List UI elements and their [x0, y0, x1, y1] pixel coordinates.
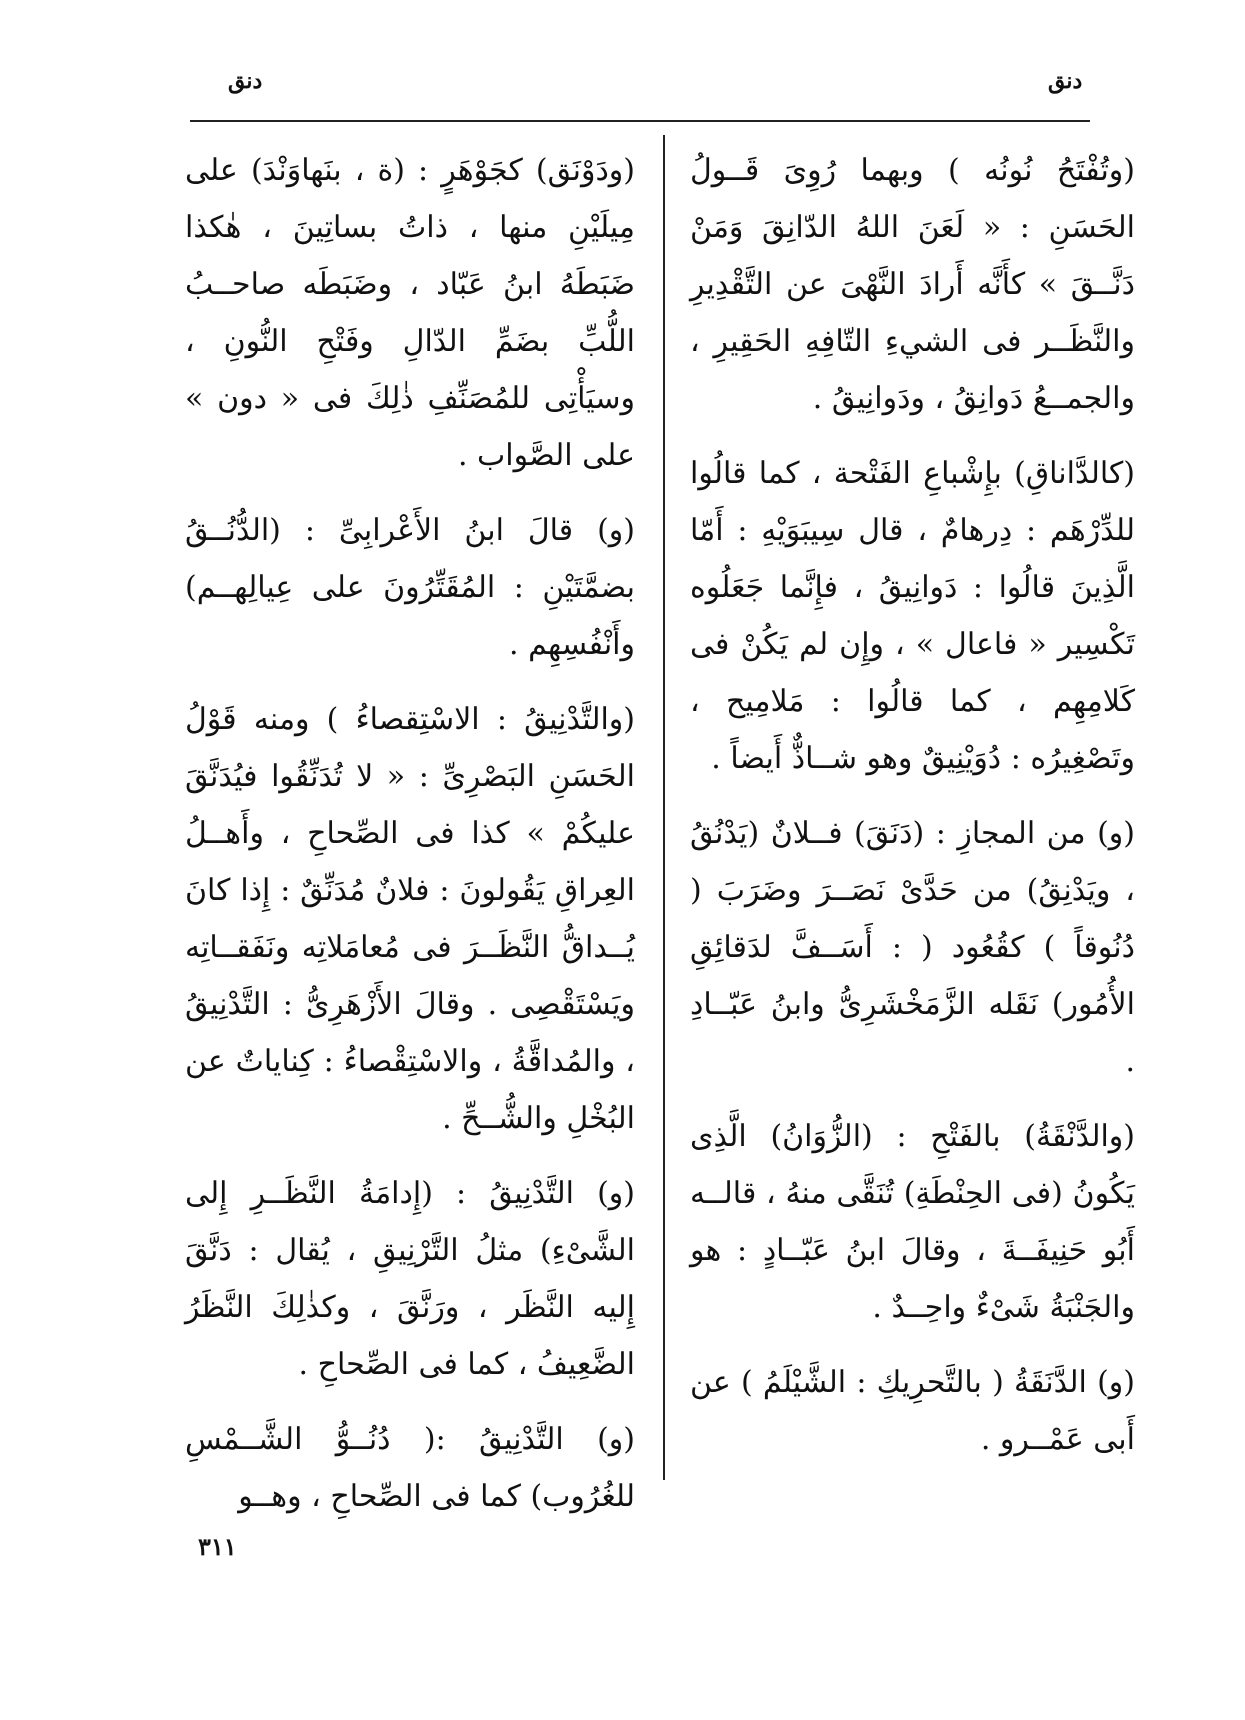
entry-paragraph: (و) الدَّنَقَةُ ( بالتَّحرِيكِ : الشَّيْلَمُ ) عن أَبى عَمْــرو .	[690, 1365, 1135, 1457]
entry-paragraph: (و) التَّدْنِيقُ : (إِدامَةُ النَّظَــرِ إِلى الشَّىْءِ) مثلُ التَّرْنِيقِ ، يُقال : دَنَّقَ إِليه النَّظَر ، ورَنَّقَ ، وكذٰلِكَ النَّظَرُ الضَّعِيفُ ، كما فى الصِّحاحِ .	[185, 1176, 635, 1382]
entry-paragraph: (والتَّدْنِيقُ : الاسْتِقصاءُ ) ومنه قَوْلُ الحَسَنِ البَصْرِىِّ : « لا تُدَنِّقُوا فيُدَنَّقَ عليكُمْ » كذا فى الصِّحاحِ ، وأَهــلُ العِراقِ يَقُولونَ : فلانٌ مُدَنِّقٌ : إِذا كانَ يُــداقُّ النَّظَــرَ فى مُعامَلاتِه ونَفَقــاتِه ويَسْتَقْصِى . وقالَ الأَزْهَرِىُّ : التَّدْنِيقُ ، والمُداقَّةُ ، والاسْتِقْصاءُ : كِناياتٌ عن البُخْلِ والشُّــحِّ .	[185, 702, 635, 1136]
page-number: ٣١١	[198, 1532, 237, 1561]
entry-paragraph: (وتُفْتَحُ نُونُه ) وبهما رُوِىَ قَــولُ الحَسَنِ : « لَعَنَ اللهُ الدّانِقَ وَمَنْ دَنَّــقَ » كأَنَّه أَرادَ النَّهْىَ عن التَّقْدِيرِ والنَّظَــر فى الشيءِ التّافِهِ الحَقِيرِ ، والجمــعُ دَوانِقُ ، ودَوانِيقُ .	[690, 153, 1135, 416]
entry-paragraph: (و) التَّدْنِيقُ :( دُنُــوُّ الشَّــمْسِ للغُرُوب) كما فى الصِّحاحِ ، وهــو	[185, 1422, 635, 1514]
entry-paragraph: (ودَوْنَق) كجَوْهَرٍ : (ة ، بنَهاوَنْدَ) على مِيلَيْنِ منها ، ذاتُ بساتِينَ ، هٰكذا ضَبَطَهُ ابنُ عَبّاد ، وضَبَطَه صاحــبُ اللُّبِّ بضَمِّ الدّالِ وفَتْحِ النُّونِ ، وسيَأْتِى للمُصَنِّفِ ذٰلِكَ فى « دون » على الصَّواب .	[185, 153, 635, 473]
running-header-left: دنق	[228, 68, 263, 94]
left-column	[185, 142, 635, 1543]
entry-paragraph: (والدَّنْقَةُ) بالفَتْحِ : (الزُّوَانُ) الَّذِى يَكُونُ (فى الحِنْطَةِ) تُنَقَّى منهُ ، قالــه أَبُو حَنِيفَــةَ ، وقالَ ابنُ عَبّــادٍ : هو والجَنْبَةُ شَىْءٌ واحِــدٌ .	[690, 1119, 1135, 1325]
header-rule	[190, 120, 1090, 122]
right-column	[690, 142, 1135, 1486]
entry-paragraph: (و) من المجازِ : (دَنَقَ) فــلانٌ (يَدْنُقُ ، ويَدْنِقُ) من حَدَّىْ نَصَــرَ وضَرَبَ ( دُنُوقاً ) كقُعُود ( : أَسَــفَّ لدَقائِقِ الأُمُور) نَقَله الزَّمَخْشَرِىُّ وابنُ عَبّــادِ .	[690, 816, 1135, 1079]
column-divider	[663, 135, 665, 1480]
entry-paragraph: (و) قالَ ابنُ الأَعْرابِىِّ : (الدُّنُــقُ بضمَّتَيْنِ : المُقَتِّرُونَ على عِيالِهــم) وأَنْفُسِهِم .	[185, 513, 635, 662]
running-header-right: دنق	[1048, 68, 1083, 94]
entry-paragraph: (كالدَّاناقِ) بإِشْباعِ الفَتْحة ، كما قالُوا للدِّرْهَم : دِرهامٌ ، قال سِيبَوَيْهِ : أَمّا الَّذِينَ قالُوا : دَوانِيقُ ، فإِنَّما جَعَلُوه تَكْسِير « فاعال » ، وإِن لم يَكُنْ فى كَلامِهِم ، كما قالُوا : مَلامِيح ، وتَصْغِيرُه : دُوَيْنِيقٌ وهو شــاذٌّ أَيضاً .	[690, 456, 1135, 776]
